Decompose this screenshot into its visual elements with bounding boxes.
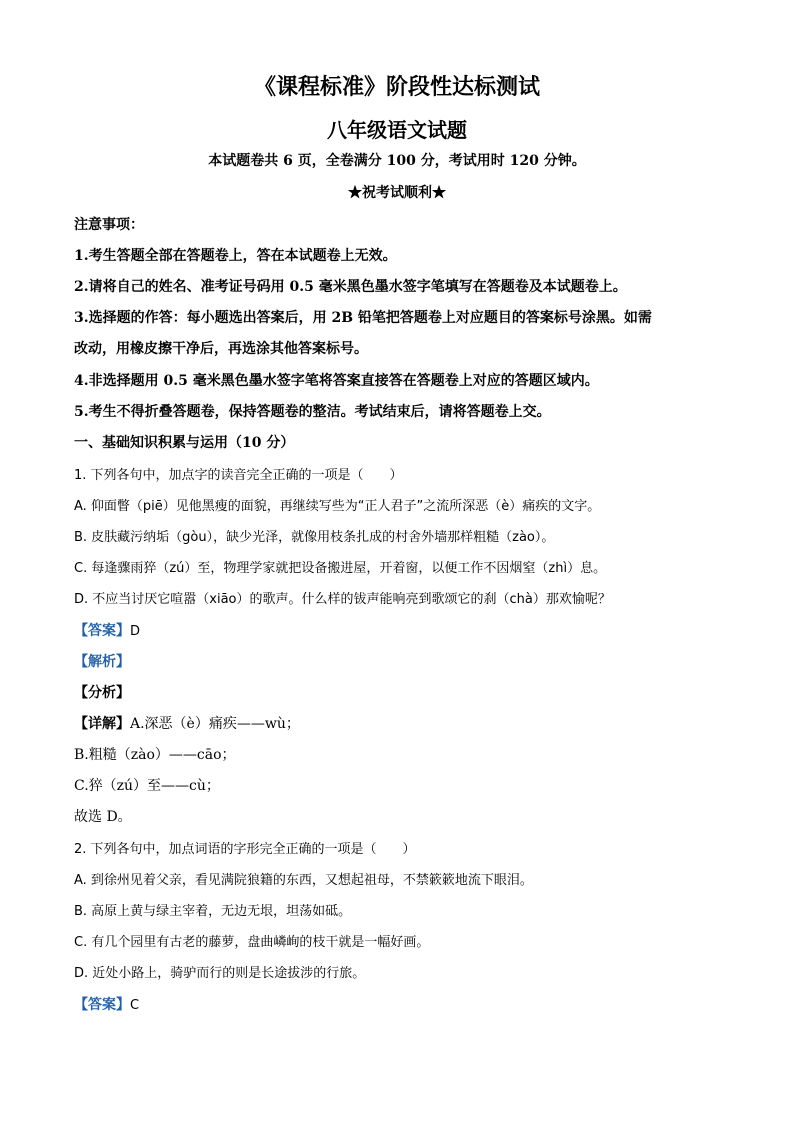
detail-line: 故选 D。 bbox=[74, 809, 132, 825]
note-item: 3.选择题的作答：每小题选出答案后，用 2B 铅笔把答题卷上对应题目的答案标号涂黑。如需 bbox=[74, 310, 652, 326]
answer-value: C bbox=[130, 998, 140, 1013]
detail-tag: 【详解】 bbox=[74, 716, 130, 732]
fenxi-tag: 【分析】 bbox=[74, 685, 130, 701]
detail-line bbox=[74, 713, 300, 733]
question-1-option-b: B. 皮肤藏污纳垢（gòu），缺少光泽，就像用枝条扎成的村舍外墙那样粗糙（zào）。 bbox=[74, 530, 555, 545]
question-2-answer bbox=[74, 994, 139, 1014]
question-1-answer bbox=[74, 620, 140, 640]
analysis-tag: 【解析】 bbox=[74, 654, 130, 670]
answer-value: D bbox=[130, 624, 141, 639]
question-1-stem: 1. 下列各句中，加点字的读音完全正确的一项是（ ） bbox=[74, 468, 403, 483]
answer-tag: 【答案】 bbox=[74, 997, 130, 1013]
note-item: 5.考生不得折叠答题卷，保持答题卷的整洁。考试结束后，请将答题卷上交。 bbox=[74, 404, 551, 420]
note-item: 2.请将自己的姓名、准考证号码用 0.5 毫米黑色墨水签字笔填写在答题卷及本试题卷上。 bbox=[74, 279, 627, 295]
exam-info: 本试题卷共 6 页，全卷满分 100 分，考试用时 120 分钟。 bbox=[208, 153, 586, 169]
question-2-option-b: B. 高原上黄与绿主宰着，无边无垠，坦荡如砥。 bbox=[74, 904, 352, 919]
question-2-option-a: A. 到徐州见着父亲，看见满院狼籍的东西，又想起祖母，不禁簌簌地流下眼泪。 bbox=[74, 873, 533, 888]
note-item: 4.非选择题用 0.5 毫米黑色墨水签字笔将答案直接答在答题卷上对应的答题区域内。 bbox=[74, 373, 599, 389]
answer-tag: 【答案】 bbox=[74, 623, 130, 639]
question-1-option-a: A. 仰面瞥（piē）见他黑瘦的面貌，再继续写些为“正人君子”之流所深恶（è）痛疾的文字。 bbox=[74, 499, 601, 514]
question-2-option-c: C. 有几个园里有古老的藤萝，盘曲嶙峋的枝干就是一幅好画。 bbox=[74, 935, 430, 950]
note-item: 改动，用橡皮擦干净后，再选涂其他答案标号。 bbox=[74, 341, 368, 357]
question-1-option-d: D. 不应当讨厌它喧嚣（xiāo）的歌声。什么样的钹声能响亮到歌颂它的刹（chà）那欢愉呢？ bbox=[74, 592, 611, 607]
detail-line: C.猝（zú）至——cù； bbox=[74, 778, 220, 794]
notes-heading: 注意事项： bbox=[74, 217, 144, 233]
note-item: 1.考生答题全部在答题卷上，答在本试题卷上无效。 bbox=[74, 248, 397, 264]
question-1-option-c: C. 每逢骤雨猝（zú）至，物理学家就把设备搬进屋，开着窗，以便工作不因烟窒（zhì）息。 bbox=[74, 561, 607, 576]
exam-subtitle: 八年级语文试题 bbox=[327, 118, 467, 142]
detail-line: B.粗糙（zào）——cāo； bbox=[74, 747, 236, 763]
question-2-option-d: D. 近处小路上，骑驴而行的则是长途拔涉的行旅。 bbox=[74, 966, 366, 981]
section-heading: 一、基础知识积累与运用（10 分） bbox=[74, 435, 295, 451]
exam-title: 《课程标准》阶段性达标测试 bbox=[253, 74, 540, 100]
exam-wish: ★祝考试顺利★ bbox=[348, 185, 446, 201]
detail-text: A.深恶（è）痛疾——wù； bbox=[130, 716, 300, 732]
question-2-stem: 2. 下列各句中，加点词语的字形完全正确的一项是（ ） bbox=[74, 842, 416, 857]
